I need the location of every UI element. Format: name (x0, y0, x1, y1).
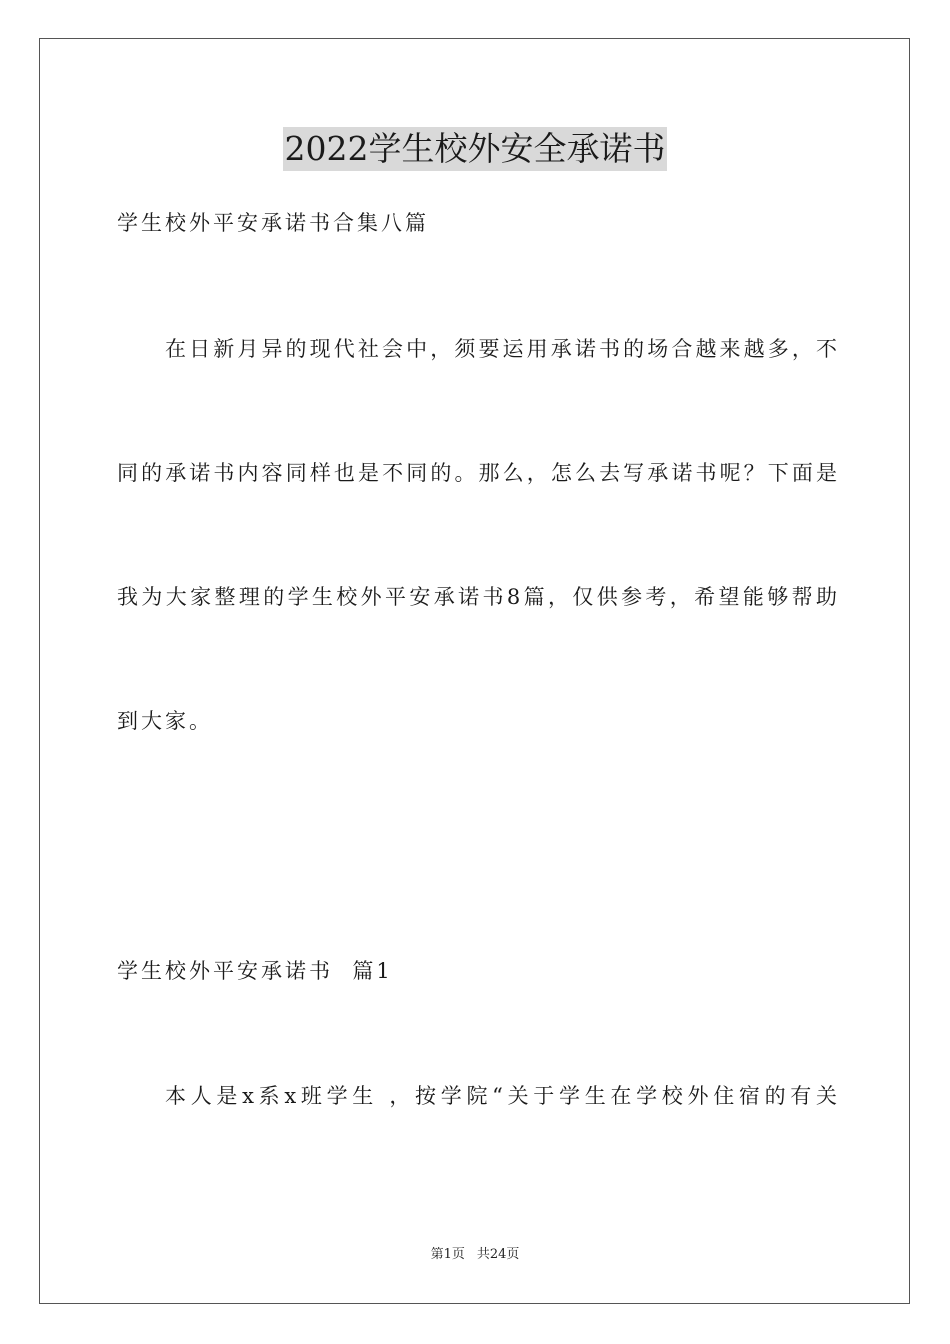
section-heading: 学生校外平安承诺书 篇1 (117, 959, 393, 983)
intro-line-3: 我为大家整理的学生校外平安承诺书8篇，仅供参考，希望能够帮助 (117, 585, 837, 609)
intro-line-1: 在日新月异的现代社会中，须要运用承诺书的场合越来越多，不 (165, 337, 837, 361)
document-title-text: 2022学生校外安全承诺书 (283, 127, 668, 171)
document-subtitle: 学生校外平安承诺书合集八篇 (117, 211, 429, 235)
document-title (0, 127, 950, 177)
page-total: 共24页 (476, 1247, 520, 1262)
page-number: 第1页 (430, 1247, 465, 1262)
body-line-1: 本人是x系x班学生 ，按学院“关于学生在学校外住宿的有关 (165, 1084, 837, 1108)
intro-line-4: 到大家。 (117, 709, 213, 733)
intro-line-2: 同的承诺书内容同样也是不同的。那么，怎么去写承诺书呢？下面是 (117, 461, 837, 485)
page-footer (0, 1246, 950, 1264)
